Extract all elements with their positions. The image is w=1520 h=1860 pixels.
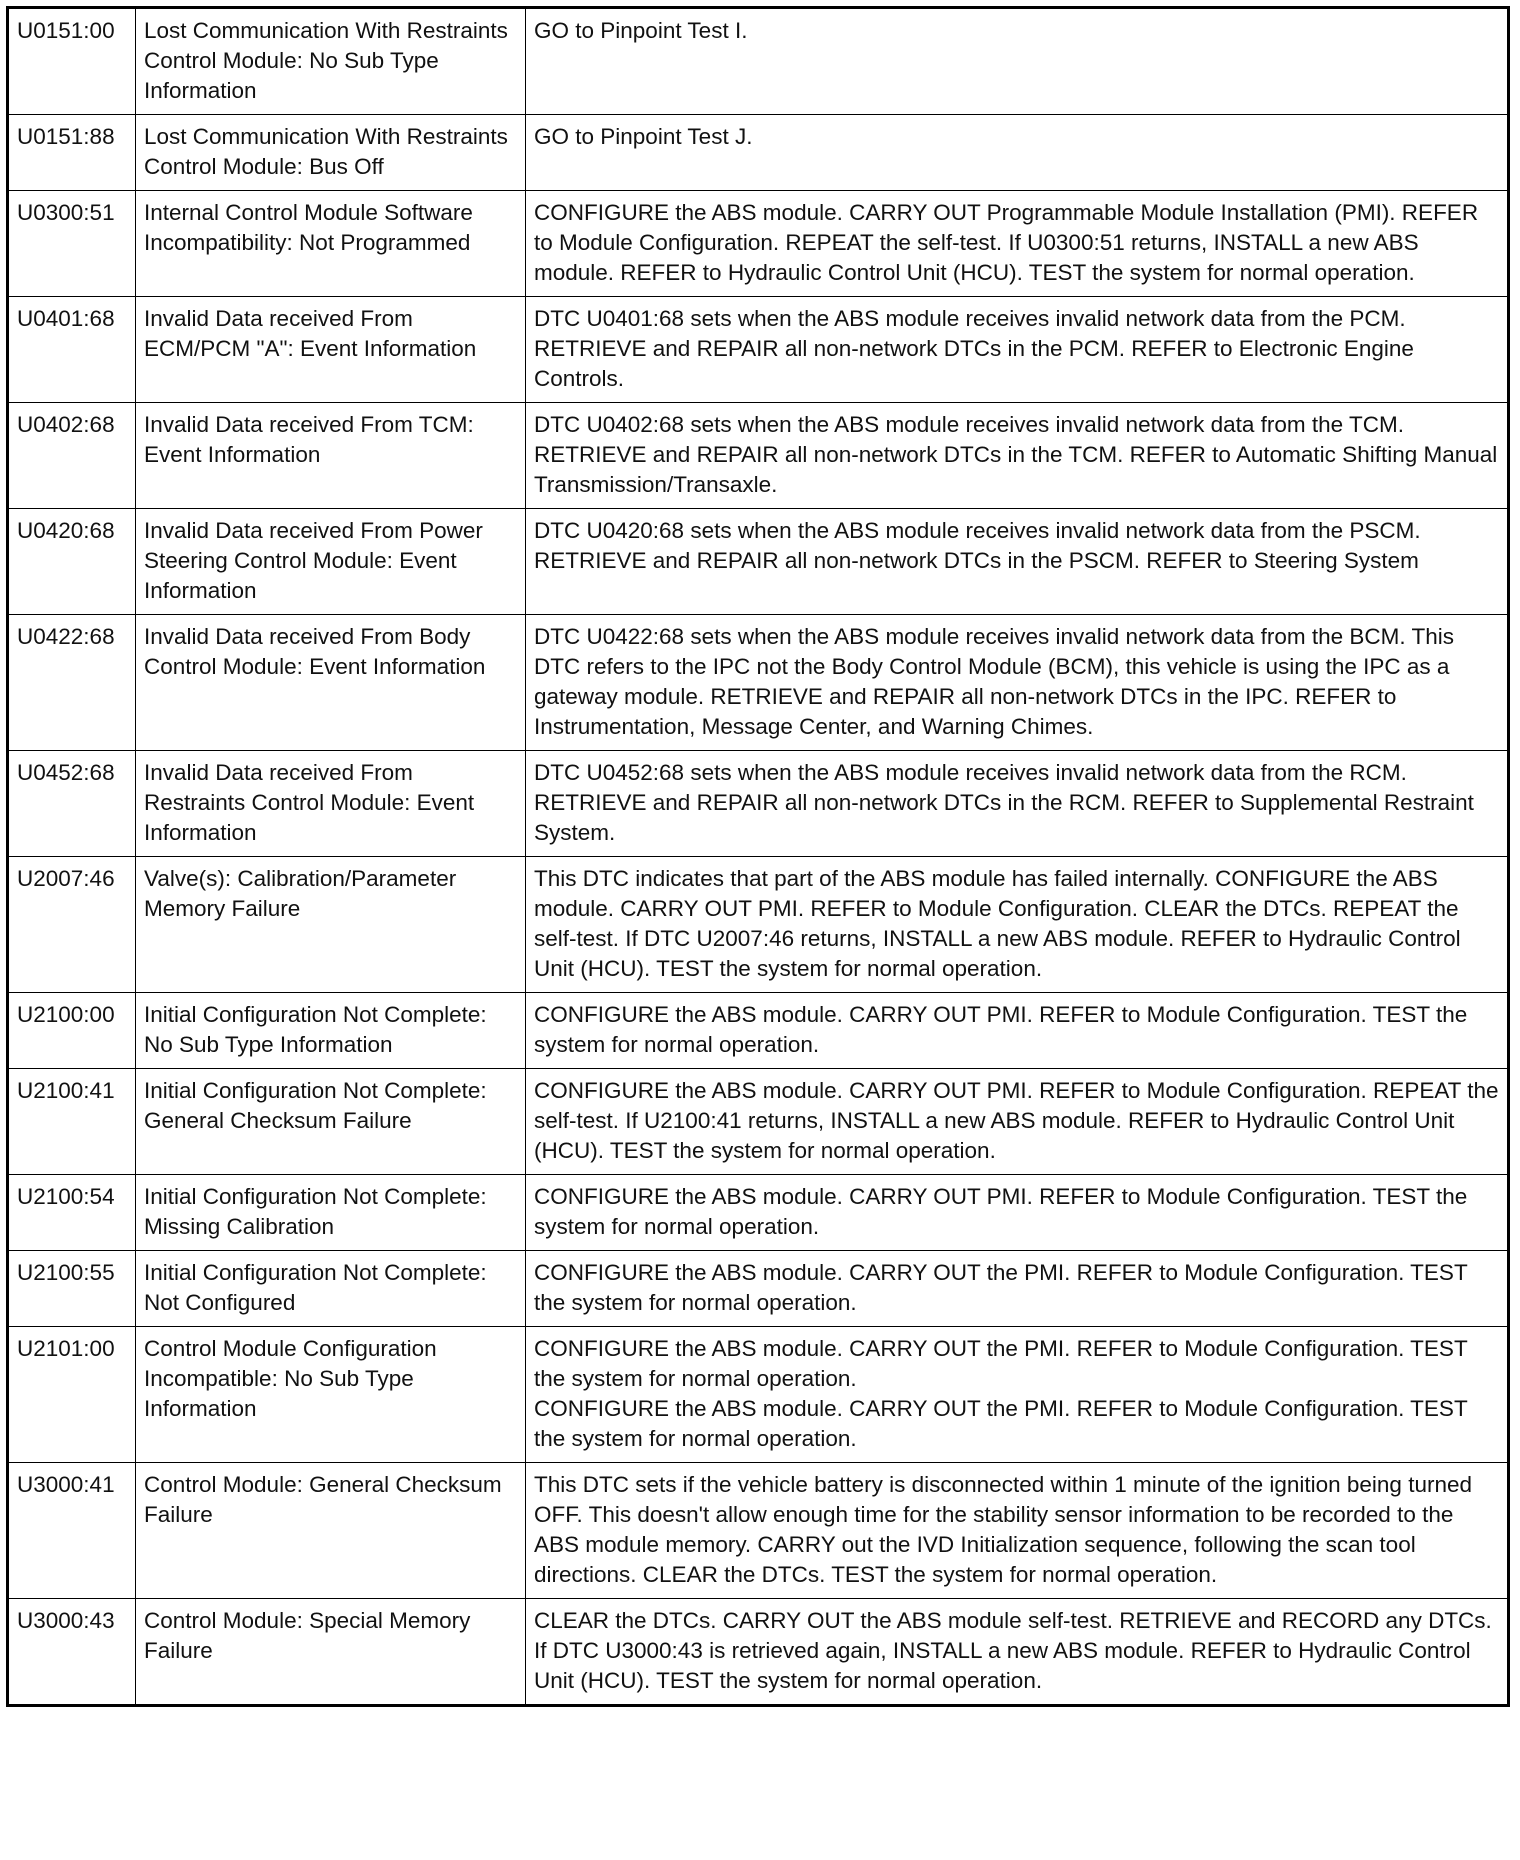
dtc-description-cell: Valve(s): Calibration/Parameter Memory Failure	[136, 857, 526, 993]
dtc-code-cell: U0401:68	[8, 297, 136, 403]
dtc-action-cell	[526, 509, 1509, 615]
dtc-action-text: CONFIGURE the ABS module. CARRY OUT Programmable Module Installation (PMI). REFER to Module Configuration. REPEAT the self-test. If U0300:51 returns, INSTALL a new ABS module. REFER to Hydraulic Control Unit (HCU). TEST the system for normal operation.	[534, 200, 1479, 285]
dtc-code-cell: U2100:00	[8, 993, 136, 1069]
dtc-action-text: CONFIGURE the ABS module. CARRY OUT the PMI. REFER to Module Configuration. TEST the system for normal operation.	[534, 1396, 1468, 1451]
dtc-action-cell	[526, 1251, 1509, 1327]
table-row	[8, 115, 1509, 191]
dtc-description-cell: Initial Configuration Not Complete: No Sub Type Information	[136, 993, 526, 1069]
table-row	[8, 993, 1509, 1069]
dtc-action-text: DTC U0420:68 sets when the ABS module receives invalid network data from the PSCM. RETRIEVE and REPAIR all non-network DTCs in the PSCM. REFER to Steering System	[534, 518, 1421, 573]
dtc-code-cell: U2007:46	[8, 857, 136, 993]
dtc-action-text: CONFIGURE the ABS module. CARRY OUT PMI. REFER to Module Configuration. TEST the system for normal operation.	[534, 1184, 1468, 1239]
dtc-action-text: This DTC indicates that part of the ABS module has failed internally. CONFIGURE the ABS module. CARRY OUT PMI. REFER to Module Configuration. CLEAR the DTCs. REPEAT the self-test. If DTC U2007:46 returns, INSTALL a new ABS module. REFER to Hydraulic Control Unit (HCU). TEST the system for normal operation.	[534, 866, 1461, 981]
dtc-action-cell	[526, 1175, 1509, 1251]
dtc-description-cell: Control Module: General Checksum Failure	[136, 1463, 526, 1599]
dtc-action-cell	[526, 297, 1509, 403]
dtc-action-cell	[526, 993, 1509, 1069]
dtc-description-cell: Lost Communication With Restraints Control Module: No Sub Type Information	[136, 8, 526, 115]
dtc-action-text: DTC U0402:68 sets when the ABS module receives invalid network data from the TCM. RETRIEVE and REPAIR all non-network DTCs in the TCM. REFER to Automatic Shifting Manual Transmission/Transaxle.	[534, 412, 1498, 497]
dtc-action-text: DTC U0452:68 sets when the ABS module receives invalid network data from the RCM. RETRIEVE and REPAIR all non-network DTCs in the RCM. REFER to Supplemental Restraint System.	[534, 760, 1474, 845]
dtc-action-cell	[526, 1463, 1509, 1599]
dtc-action-text: CONFIGURE the ABS module. CARRY OUT the PMI. REFER to Module Configuration. TEST the system for normal operation.	[534, 1260, 1468, 1315]
table-row	[8, 403, 1509, 509]
table-row	[8, 751, 1509, 857]
table-row	[8, 191, 1509, 297]
dtc-action-text: DTC U0401:68 sets when the ABS module receives invalid network data from the PCM. RETRIEVE and REPAIR all non-network DTCs in the PCM. REFER to Electronic Engine Controls.	[534, 306, 1414, 391]
dtc-code-cell: U3000:41	[8, 1463, 136, 1599]
dtc-description-cell: Initial Configuration Not Complete: General Checksum Failure	[136, 1069, 526, 1175]
table-row	[8, 1599, 1509, 1706]
dtc-action-cell	[526, 751, 1509, 857]
table-row	[8, 857, 1509, 993]
dtc-action-text: This DTC sets if the vehicle battery is disconnected within 1 minute of the ignition being turned OFF. This doesn't allow enough time for the stability sensor information to be recorded to the ABS module memory. CARRY out the IVD Initialization sequence, following the scan tool directions. CLEAR the DTCs. TEST the system for normal operation.	[534, 1472, 1472, 1587]
dtc-code-cell: U0452:68	[8, 751, 136, 857]
dtc-action-cell	[526, 403, 1509, 509]
dtc-description-cell: Invalid Data received From TCM: Event Information	[136, 403, 526, 509]
dtc-code-cell: U0402:68	[8, 403, 136, 509]
table-row	[8, 509, 1509, 615]
dtc-table	[6, 6, 1510, 1707]
dtc-code-cell: U0300:51	[8, 191, 136, 297]
dtc-table-body	[8, 8, 1509, 1706]
table-row	[8, 1327, 1509, 1463]
table-row	[8, 8, 1509, 115]
table-row	[8, 1175, 1509, 1251]
dtc-action-text: CONFIGURE the ABS module. CARRY OUT PMI. REFER to Module Configuration. TEST the system for normal operation.	[534, 1002, 1468, 1057]
dtc-description-cell: Invalid Data received From Body Control Module: Event Information	[136, 615, 526, 751]
dtc-description-cell: Invalid Data received From ECM/PCM "A": Event Information	[136, 297, 526, 403]
dtc-code-cell: U0151:00	[8, 8, 136, 115]
dtc-action-text: CLEAR the DTCs. CARRY OUT the ABS module self-test. RETRIEVE and RECORD any DTCs. If DTC U3000:43 is retrieved again, INSTALL a new ABS module. REFER to Hydraulic Control Unit (HCU). TEST the system for normal operation.	[534, 1608, 1492, 1693]
table-row	[8, 1251, 1509, 1327]
dtc-action-text: CONFIGURE the ABS module. CARRY OUT the PMI. REFER to Module Configuration. TEST the system for normal operation.	[534, 1336, 1468, 1391]
dtc-action-cell	[526, 857, 1509, 993]
dtc-action-cell	[526, 1599, 1509, 1706]
dtc-action-cell	[526, 191, 1509, 297]
dtc-description-cell: Internal Control Module Software Incompatibility: Not Programmed	[136, 191, 526, 297]
dtc-description-cell: Lost Communication With Restraints Control Module: Bus Off	[136, 115, 526, 191]
dtc-description-cell: Initial Configuration Not Complete: Not Configured	[136, 1251, 526, 1327]
dtc-action-cell	[526, 1327, 1509, 1463]
table-row	[8, 297, 1509, 403]
dtc-description-cell: Invalid Data received From Power Steering Control Module: Event Information	[136, 509, 526, 615]
dtc-action-cell	[526, 115, 1509, 191]
dtc-action-text: DTC U0422:68 sets when the ABS module receives invalid network data from the BCM. This DTC refers to the IPC not the Body Control Module (BCM), this vehicle is using the IPC as a gateway module. RETRIEVE and REPAIR all non-network DTCs in the IPC. REFER to Instrumentation, Message Center, and Warning Chimes.	[534, 624, 1455, 739]
table-row	[8, 1069, 1509, 1175]
dtc-action-text: CONFIGURE the ABS module. CARRY OUT PMI. REFER to Module Configuration. REPEAT the self-test. If U2100:41 returns, INSTALL a new ABS module. REFER to Hydraulic Control Unit (HCU). TEST the system for normal operation.	[534, 1078, 1499, 1163]
dtc-action-text: GO to Pinpoint Test I.	[534, 18, 748, 43]
dtc-action-cell	[526, 1069, 1509, 1175]
dtc-code-cell: U2100:41	[8, 1069, 136, 1175]
dtc-action-cell	[526, 8, 1509, 115]
dtc-code-cell: U2100:54	[8, 1175, 136, 1251]
table-row	[8, 1463, 1509, 1599]
dtc-action-text: GO to Pinpoint Test J.	[534, 124, 753, 149]
dtc-code-cell: U0422:68	[8, 615, 136, 751]
dtc-code-cell: U0151:88	[8, 115, 136, 191]
dtc-description-cell: Invalid Data received From Restraints Control Module: Event Information	[136, 751, 526, 857]
dtc-description-cell: Initial Configuration Not Complete: Missing Calibration	[136, 1175, 526, 1251]
dtc-code-cell: U0420:68	[8, 509, 136, 615]
dtc-code-cell: U2100:55	[8, 1251, 136, 1327]
dtc-description-cell: Control Module Configuration Incompatible: No Sub Type Information	[136, 1327, 526, 1463]
dtc-action-cell	[526, 615, 1509, 751]
dtc-code-cell: U3000:43	[8, 1599, 136, 1706]
dtc-code-cell: U2101:00	[8, 1327, 136, 1463]
table-row	[8, 615, 1509, 751]
dtc-description-cell: Control Module: Special Memory Failure	[136, 1599, 526, 1706]
